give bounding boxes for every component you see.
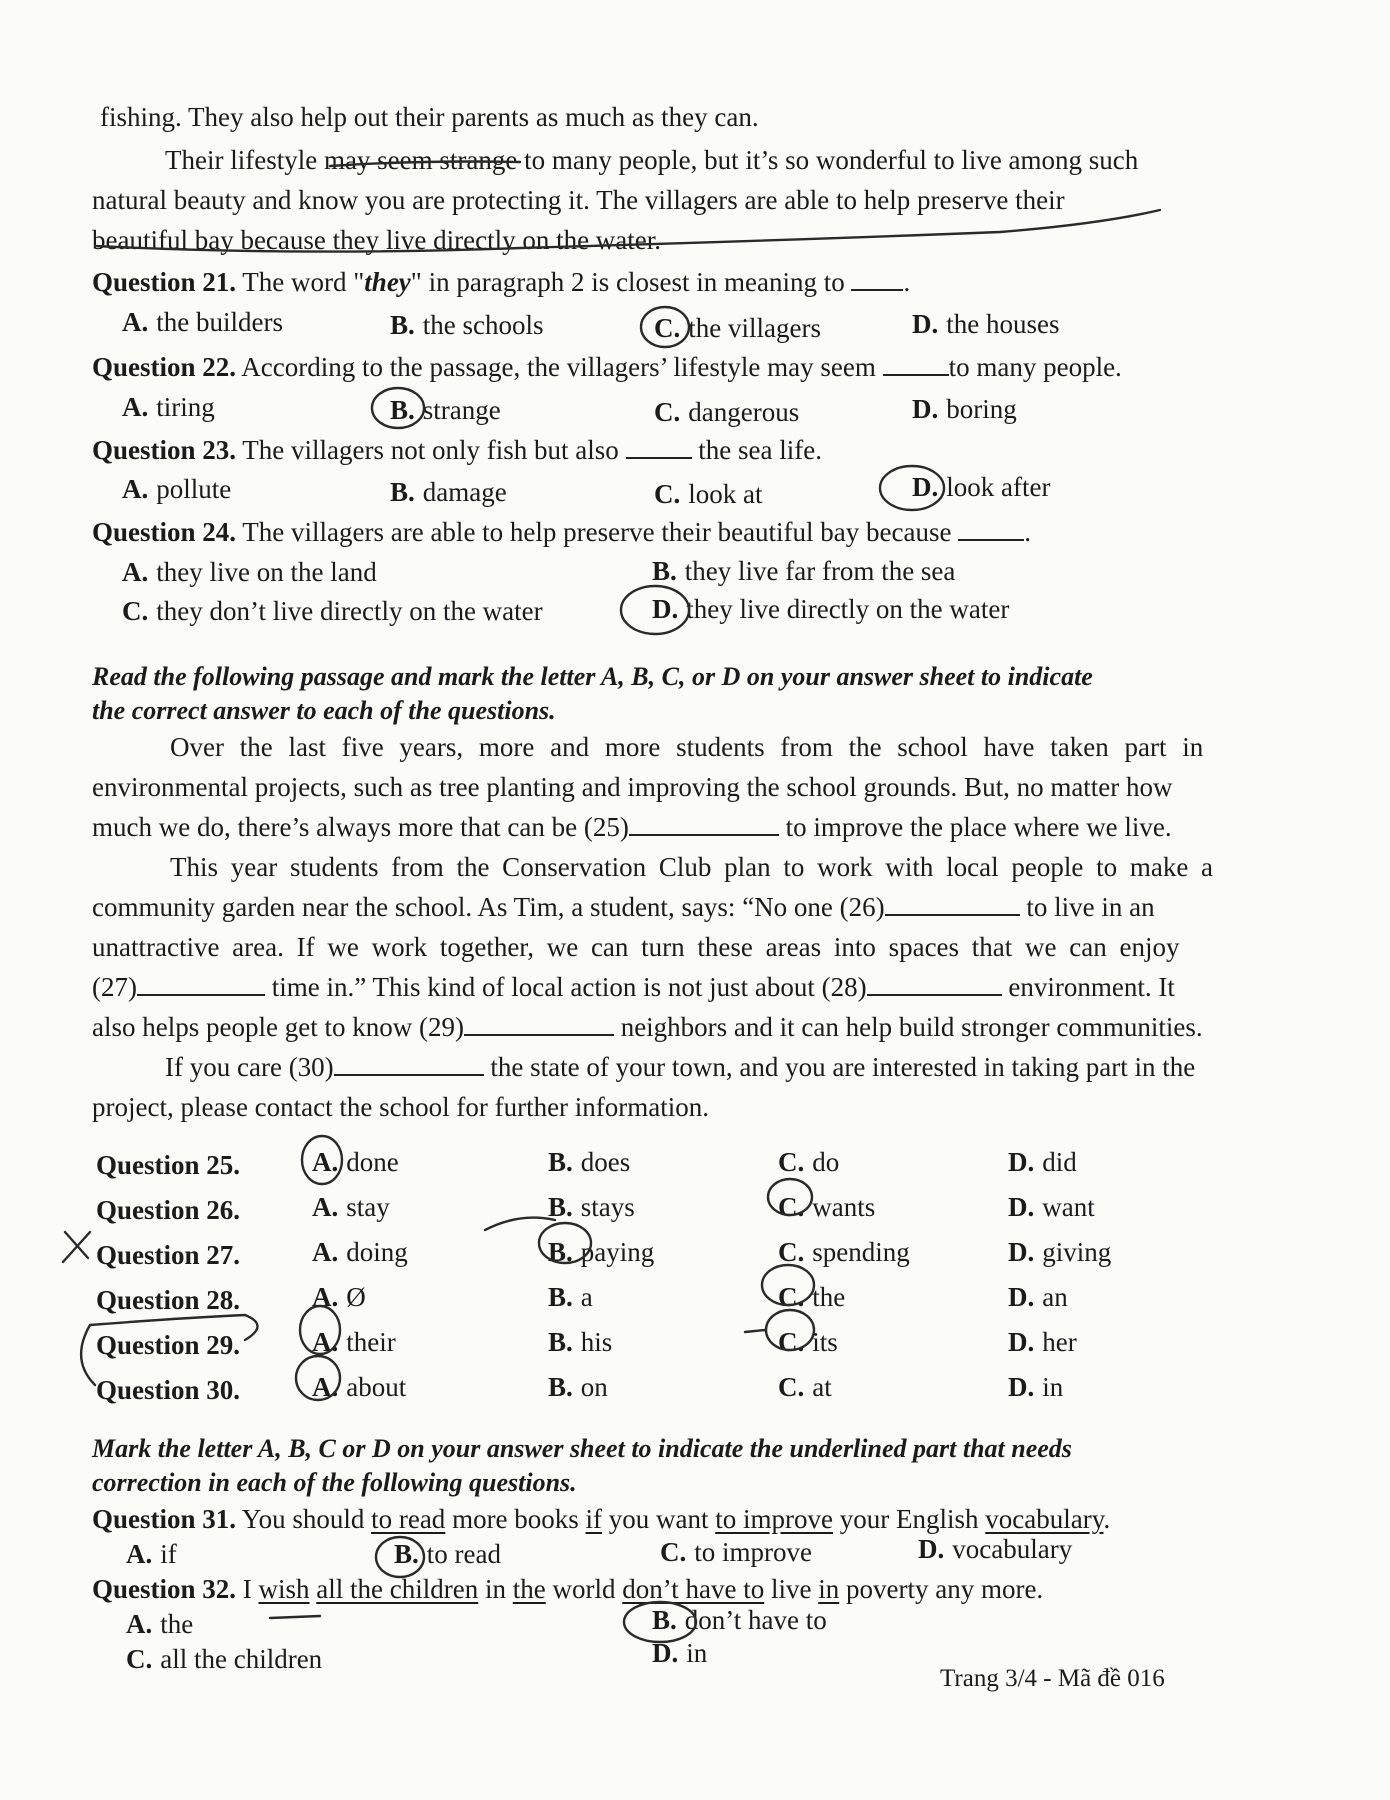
grid-option-c[interactable]	[778, 1190, 875, 1224]
pen-stroke	[270, 1616, 320, 1618]
option-letter: B.	[548, 1282, 573, 1312]
passage2-text: time in.” This kind of local action is not just about	[271, 972, 815, 1002]
option-text: on	[580, 1372, 608, 1402]
option-text: stay	[346, 1192, 390, 1222]
question-32-stem	[92, 1572, 1043, 1606]
section-instruction-error-2: correction in each of the following questions.	[92, 1468, 577, 1497]
question-23-option-b[interactable]	[390, 475, 507, 509]
question-21-stem-part2: " in paragraph 2 is closest in meaning to	[410, 267, 845, 297]
option-letter: D.	[1008, 1282, 1035, 1312]
question-24-stem-part1: The villagers are able to help preserve their beautiful bay because	[242, 517, 952, 547]
option-text: look at	[688, 479, 763, 509]
option-letter: B.	[548, 1147, 573, 1177]
option-text: its	[812, 1327, 838, 1357]
grid-option-b[interactable]	[548, 1370, 608, 1404]
question-21-stem-part1: The word "	[242, 267, 365, 297]
option-text: in	[1042, 1372, 1064, 1402]
grid-option-b[interactable]	[548, 1190, 635, 1224]
passage2-para1-line2: environmental projects, such as tree planting and improving the school grounds. But, no matter how	[92, 772, 1173, 802]
option-letter: B.	[652, 1605, 677, 1635]
option-text: the builders	[156, 307, 283, 337]
passage2-text: also helps people get to know	[92, 1012, 413, 1042]
passage2-text: the state of your town, and you are interested in taking part in the	[490, 1052, 1196, 1082]
option-letter: B.	[390, 310, 415, 340]
grid-option-a[interactable]	[312, 1235, 408, 1269]
option-letter: D.	[1008, 1192, 1035, 1222]
option-text: her	[1042, 1327, 1077, 1357]
grid-option-b[interactable]	[548, 1145, 630, 1179]
grid-question-label: Question 27.	[96, 1240, 241, 1270]
passage1-para2-line1: Their lifestyle may seem strange to many people, but it’s so wonderful to live among such	[165, 145, 1139, 175]
question-22-option-a[interactable]	[122, 390, 215, 424]
question-23-option-d[interactable]	[912, 470, 1050, 504]
question-24-option-b[interactable]	[652, 554, 955, 588]
option-letter: A.	[312, 1327, 339, 1357]
option-text: about	[346, 1372, 407, 1402]
grid-option-c[interactable]	[778, 1325, 838, 1359]
cross-mark-q27	[63, 1232, 90, 1262]
grid-option-d[interactable]	[1008, 1145, 1077, 1179]
question-23-stem-part1: The villagers not only fish but also	[242, 435, 619, 465]
sentence-part: in	[484, 1574, 506, 1604]
option-text: they live far from the sea	[684, 556, 956, 586]
grid-option-d[interactable]	[1008, 1370, 1063, 1404]
option-letter: A.	[312, 1282, 339, 1312]
underlined-part: in	[818, 1574, 840, 1604]
question-32-option-b[interactable]	[652, 1603, 827, 1637]
option-text: giving	[1042, 1237, 1112, 1267]
sentence-part: you want	[608, 1504, 709, 1534]
option-text: if	[160, 1539, 177, 1569]
sentence-part: .	[1103, 1504, 1111, 1534]
option-letter: A.	[126, 1539, 153, 1569]
option-letter: D.	[1008, 1237, 1035, 1267]
question-31-option-a[interactable]	[126, 1537, 177, 1571]
option-letter: A.	[312, 1372, 339, 1402]
option-text: the houses	[946, 309, 1060, 339]
underlined-part: the	[512, 1574, 546, 1604]
option-letter: C.	[654, 479, 681, 509]
underlined-part: to improve	[715, 1504, 834, 1534]
gap-number-26: (26)	[839, 892, 885, 922]
question-21-option-d[interactable]	[912, 307, 1059, 341]
grid-option-a[interactable]	[312, 1325, 396, 1359]
passage2-para2-line3: unattractive area. If we work together, we can turn these areas into spaces that we can enjoy	[92, 932, 1180, 962]
option-letter: D.	[652, 594, 679, 624]
option-text: to improve	[694, 1537, 812, 1567]
option-text: the villagers	[688, 313, 821, 343]
option-letter: A.	[312, 1237, 339, 1267]
passage2-para3-line1	[165, 1050, 1195, 1084]
passage2-text: environment. It	[1008, 972, 1175, 1002]
section-instruction-reading-2: the correct answer to each of the questions.	[92, 696, 556, 725]
option-letter: C.	[126, 1644, 153, 1674]
passage2-para2-line2	[92, 890, 1155, 924]
underlined-part: don’t have to	[622, 1574, 765, 1604]
grid-option-a[interactable]	[312, 1280, 366, 1314]
underlined-part: vocabulary	[985, 1504, 1104, 1534]
option-text: in	[686, 1638, 708, 1668]
option-letter: B.	[548, 1327, 573, 1357]
answer-blank	[626, 433, 692, 459]
grid-option-d[interactable]	[1008, 1280, 1068, 1314]
passage2-text: much we do, there’s always more that can be	[92, 812, 578, 842]
option-letter: C.	[778, 1237, 805, 1267]
option-text: they live directly on the water	[686, 594, 1010, 624]
sentence-part: I	[242, 1574, 252, 1604]
option-text: the	[812, 1282, 846, 1312]
option-text: stays	[580, 1192, 635, 1222]
grid-question-label: Question 30.	[96, 1375, 241, 1405]
option-letter: C.	[778, 1372, 805, 1402]
question-32-option-d[interactable]	[652, 1636, 707, 1670]
option-text: their	[346, 1327, 396, 1357]
option-letter: C.	[778, 1192, 805, 1222]
option-text: damage	[422, 477, 507, 507]
option-letter: B.	[390, 395, 415, 425]
grid-option-d[interactable]	[1008, 1190, 1095, 1224]
option-letter: D.	[912, 394, 939, 424]
option-letter: D.	[912, 309, 939, 339]
option-text: don’t have to	[684, 1605, 827, 1635]
question-23-stem	[92, 433, 822, 467]
question-24-option-d[interactable]	[652, 592, 1009, 626]
sentence-part: You should	[241, 1504, 365, 1534]
question-24-label: Question 24.	[92, 517, 237, 547]
question-31-label: Question 31.	[92, 1504, 237, 1534]
pen-stroke	[485, 1218, 555, 1230]
option-letter: C.	[660, 1537, 687, 1567]
option-text: all the children	[160, 1644, 323, 1674]
underlined-part: if	[585, 1504, 603, 1534]
question-24-stem: Question 24. The villagers are able to help preserve their beautiful bay because .	[92, 517, 1031, 547]
grid-option-d[interactable]	[1008, 1325, 1077, 1359]
option-letter: C.	[654, 397, 681, 427]
option-text: paying	[580, 1237, 655, 1267]
section-instruction-reading-1: Read the following passage and mark the letter A, B, C, or D on your answer sheet to indicate	[92, 662, 1093, 691]
question-21-stem: Question 21. The word "they" in paragraph 2 is closest in meaning to .	[92, 267, 911, 297]
passage2-para1-line1: Over the last five years, more and more students from the school have taken part in	[170, 732, 1204, 762]
passage2-para2-line5	[92, 1010, 1203, 1044]
question-23-stem-part2: the sea life.	[698, 435, 822, 465]
option-text: look after	[946, 472, 1051, 502]
option-letter: B.	[390, 477, 415, 507]
passage2-para2-line4	[92, 970, 1175, 1004]
question-22-stem	[92, 350, 1122, 384]
grid-option-c[interactable]	[778, 1370, 832, 1404]
grid-option-d[interactable]	[1008, 1235, 1111, 1269]
option-letter: D.	[1008, 1372, 1035, 1402]
grid-question-label: Question 29.	[96, 1330, 241, 1360]
sentence-part: world	[552, 1574, 616, 1604]
passage1-line1: fishing. They also help out their parents as much as they can.	[100, 102, 759, 132]
option-text: a	[580, 1282, 593, 1312]
question-31-stem	[92, 1502, 1110, 1536]
question-21-label: Question 21.	[92, 267, 237, 297]
question-31-option-c[interactable]	[660, 1535, 812, 1569]
question-21-option-c[interactable]	[654, 311, 821, 345]
option-text: spending	[812, 1237, 910, 1267]
question-21-option-b[interactable]	[390, 308, 544, 342]
option-letter: D.	[918, 1534, 945, 1564]
option-text: want	[1042, 1192, 1095, 1222]
gap-number-30: (30)	[288, 1052, 334, 1082]
option-letter: C.	[778, 1147, 805, 1177]
option-text: dangerous	[688, 397, 800, 427]
question-23-label: Question 23.	[92, 435, 237, 465]
option-letter: A.	[126, 1609, 153, 1639]
sentence-part: more books	[452, 1504, 579, 1534]
passage2-text: to improve the place where we live.	[785, 812, 1172, 842]
option-letter: C.	[778, 1282, 805, 1312]
option-text: to read	[426, 1539, 501, 1569]
option-text: at	[812, 1372, 832, 1402]
grid-option-c[interactable]	[778, 1280, 845, 1314]
option-text: an	[1042, 1282, 1068, 1312]
answer-blank	[851, 265, 903, 291]
option-text: his	[580, 1327, 613, 1357]
passage1-para2-line2: natural beauty and know you are protecting it. The villagers are able to help preserve their	[92, 185, 1065, 215]
passage2-para1-line3	[92, 810, 1172, 844]
answer-blank	[883, 350, 949, 376]
option-letter: D.	[1008, 1147, 1035, 1177]
grid-option-b[interactable]	[548, 1325, 612, 1359]
sentence-part: poverty any more.	[846, 1574, 1044, 1604]
question-22-label: Question 22.	[92, 352, 237, 382]
gap-number-28: (28)	[821, 972, 867, 1002]
option-letter: B.	[394, 1539, 419, 1569]
answer-blank	[958, 515, 1024, 541]
option-letter: C.	[778, 1327, 805, 1357]
section-instruction-error-1: Mark the letter A, B, C or D on your answer sheet to indicate the underlined part that needs	[92, 1434, 1072, 1463]
option-letter: A.	[312, 1147, 339, 1177]
option-letter: B.	[548, 1237, 573, 1267]
option-letter: B.	[652, 556, 677, 586]
question-23-option-a[interactable]	[122, 472, 231, 506]
passage2-text: to live in an	[1026, 892, 1155, 922]
question-32-option-c[interactable]	[126, 1642, 322, 1676]
option-letter: A.	[122, 392, 149, 422]
grid-option-b[interactable]	[548, 1235, 654, 1269]
gap-number-27: (27)	[92, 972, 137, 1002]
grid-option-c[interactable]	[778, 1145, 839, 1179]
option-letter: C.	[654, 313, 681, 343]
gap-blank-30[interactable]	[334, 1050, 484, 1076]
underlined-part: to read	[371, 1504, 446, 1534]
sentence-part: your English	[839, 1504, 979, 1534]
question-24-option-a[interactable]	[122, 555, 377, 589]
option-letter: D.	[912, 472, 939, 502]
question-23-option-c[interactable]	[654, 477, 763, 511]
question-22-option-b[interactable]	[390, 393, 501, 427]
question-21-word: they	[364, 267, 411, 297]
grid-option-c[interactable]	[778, 1235, 910, 1269]
grid-question-label: Question 25.	[96, 1150, 241, 1180]
passage2-para3-line2: project, please contact the school for further information.	[92, 1092, 710, 1122]
question-24-option-c[interactable]	[122, 594, 543, 628]
option-text: done	[346, 1147, 399, 1177]
gap-blank-25[interactable]	[629, 810, 779, 836]
sentence-part: live	[770, 1574, 812, 1604]
question-32-label: Question 32.	[92, 1574, 237, 1604]
passage2-text: community garden near the school. As Tim, a student, says: “No one	[92, 892, 833, 922]
gap-blank-26[interactable]	[885, 890, 1020, 916]
grid-question-label: Question 26.	[96, 1195, 241, 1225]
grid-option-a[interactable]	[312, 1370, 406, 1404]
option-text: does	[580, 1147, 631, 1177]
question-22-stem-part1: According to the passage, the villagers’ lifestyle may seem	[241, 352, 876, 382]
question-31-option-b[interactable]	[394, 1537, 501, 1571]
option-text: the	[160, 1609, 194, 1639]
gap-blank-29[interactable]	[464, 1010, 614, 1036]
option-text: pollute	[156, 474, 232, 504]
option-letter: B.	[548, 1372, 573, 1402]
option-text: vocabulary	[952, 1534, 1073, 1564]
gap-number-25: (25)	[583, 812, 629, 842]
option-letter: A.	[122, 307, 149, 337]
passage2-para2-line1: This year students from the Conservation Club plan to work with local people to make a	[170, 852, 1214, 882]
option-text: Ø	[346, 1282, 366, 1312]
option-text: boring	[946, 394, 1017, 424]
option-text: did	[1042, 1147, 1077, 1177]
grid-question-label: Question 28.	[96, 1285, 241, 1315]
gap-blank-28[interactable]	[867, 970, 1002, 996]
passage2-text: neighbors and it can help build stronger communities.	[620, 1012, 1203, 1042]
option-text: tiring	[156, 392, 215, 422]
pen-stroke	[745, 1330, 765, 1332]
option-text: wants	[812, 1192, 876, 1222]
question-22-option-c[interactable]	[654, 395, 799, 429]
option-text: doing	[346, 1237, 408, 1267]
option-letter: A.	[122, 557, 149, 587]
option-text: strange	[422, 395, 501, 425]
gap-number-29: (29)	[418, 1012, 464, 1042]
gap-blank-27[interactable]	[137, 970, 265, 996]
option-letter: A.	[122, 474, 149, 504]
page-footer: Trang 3/4 - Mã đề 016	[940, 1665, 1165, 1692]
question-32-option-a[interactable]	[126, 1607, 193, 1641]
option-text: they don’t live directly on the water	[156, 596, 543, 626]
question-31-option-d[interactable]	[918, 1532, 1072, 1566]
underlined-part: wish	[258, 1574, 310, 1604]
grid-option-b[interactable]	[548, 1280, 593, 1314]
grid-option-a[interactable]	[312, 1190, 390, 1224]
grid-option-a[interactable]	[312, 1145, 399, 1179]
passage1-para2-line3: beautiful bay because they live directly on the water.	[92, 225, 662, 255]
option-letter: D.	[1008, 1327, 1035, 1357]
option-text: the schools	[422, 310, 544, 340]
question-21-option-a[interactable]	[122, 305, 283, 339]
underlined-part: all the children	[316, 1574, 479, 1604]
option-text: do	[812, 1147, 840, 1177]
option-letter: A.	[312, 1192, 339, 1222]
option-letter: C.	[122, 596, 149, 626]
option-text: they live on the land	[156, 557, 377, 587]
option-letter: B.	[548, 1192, 573, 1222]
option-letter: D.	[652, 1638, 679, 1668]
question-22-option-d[interactable]	[912, 392, 1017, 426]
question-22-stem-part2: to many people.	[948, 352, 1122, 382]
passage2-text: If you care	[165, 1052, 282, 1082]
